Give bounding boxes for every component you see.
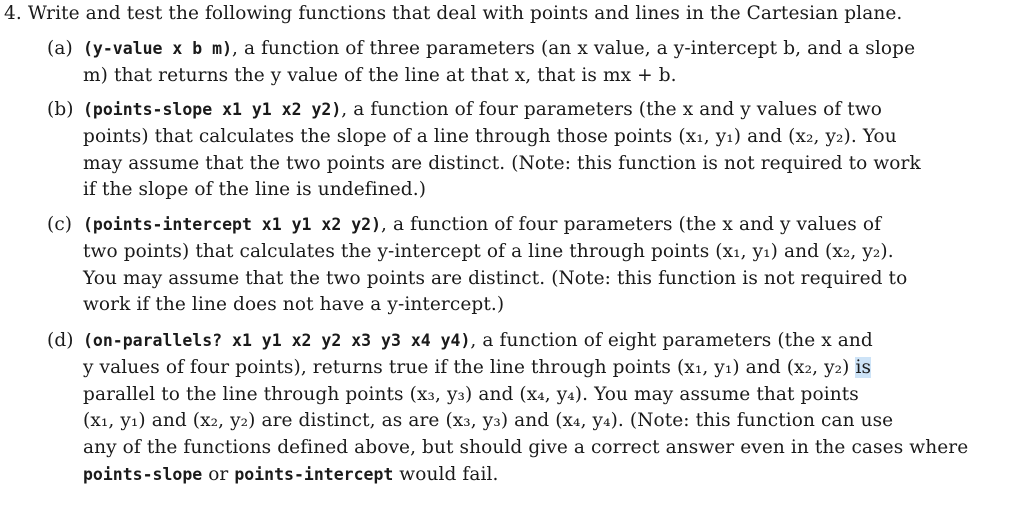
part-c-label: (c) [47,214,73,235]
part-b-line-2: points) that calculates the slope of a line through those points (x₁, y₁) and (x₂, y₂). You [83,126,897,147]
part-d-line-5: any of the functions defined above, but should give a correct answer even in the cases where [83,437,969,458]
part-d-line-6 [83,462,499,488]
part-d-code-points-intercept: points-intercept [234,465,394,484]
part-a-code: (y-value x b m) [83,39,233,58]
problem-heading-text: Write and test the following functions that deal with points and lines in the Cartesian plane. [27,3,903,24]
part-d-line-1 [83,328,873,354]
part-d-line-4: (x₁, y₁) and (x₂, y₂) are distinct, as are (x₃, y₃) and (x₄, y₄). (Note: this function can use [83,410,894,431]
part-d-text-or: or [202,464,235,485]
part-c-line-3: You may assume that the two points are distinct. (Note: this function is not required to [83,268,908,289]
part-d-text-end: would fail. [393,464,499,485]
problem-heading [4,1,902,27]
part-d-code-points-slope: points-slope [83,465,203,484]
part-b-code: (points-slope x1 y1 x2 y2) [83,100,342,119]
part-b-label: (b) [47,99,74,120]
part-b-text-1: , a function of four parameters (the x and y values of two [341,99,883,120]
problem-number: 4. [4,3,22,24]
part-c-text-1: , a function of four parameters (the x and y values of [381,214,882,235]
part-a-line-2: m) that returns the y value of the line at that x, that is mx + b. [83,65,677,86]
part-a-text-1: , a function of three parameters (an x value, a y-intercept b, and a slope [232,38,916,59]
part-d-code: (on-parallels? x1 y1 x2 y2 x3 y3 x4 y4) [83,331,471,350]
part-b-line-4: if the slope of the line is undefined.) [83,179,427,200]
part-d-line-3: parallel to the line through points (x₃, y₃) and (x₄, y₄). You may assume that points [83,384,859,405]
part-d-line-2 [83,355,871,381]
part-d-text-1: , a function of eight parameters (the x and [470,330,873,351]
part-b-line-1 [83,97,882,123]
part-c-code: (points-intercept x1 y1 x2 y2) [83,215,382,234]
part-c-line-1 [83,212,881,238]
part-a-line-1 [83,36,915,62]
part-b-line-3: may assume that the two points are distinct. (Note: this function is not required to work [83,153,921,174]
part-c-line-4: work if the line does not have a y-intercept.) [83,294,505,315]
part-d-label: (d) [47,330,74,351]
part-d-text-2: y values of four points), returns true if the line through points (x₁, y₁) and (x₂, y₂) [83,357,850,378]
part-a-label: (a) [47,38,73,59]
part-c-line-2: two points) that calculates the y-intercept of a line through points (x₁, y₁) and (x₂, y₂). [83,241,894,262]
highlighted-word[interactable]: is [855,357,872,378]
